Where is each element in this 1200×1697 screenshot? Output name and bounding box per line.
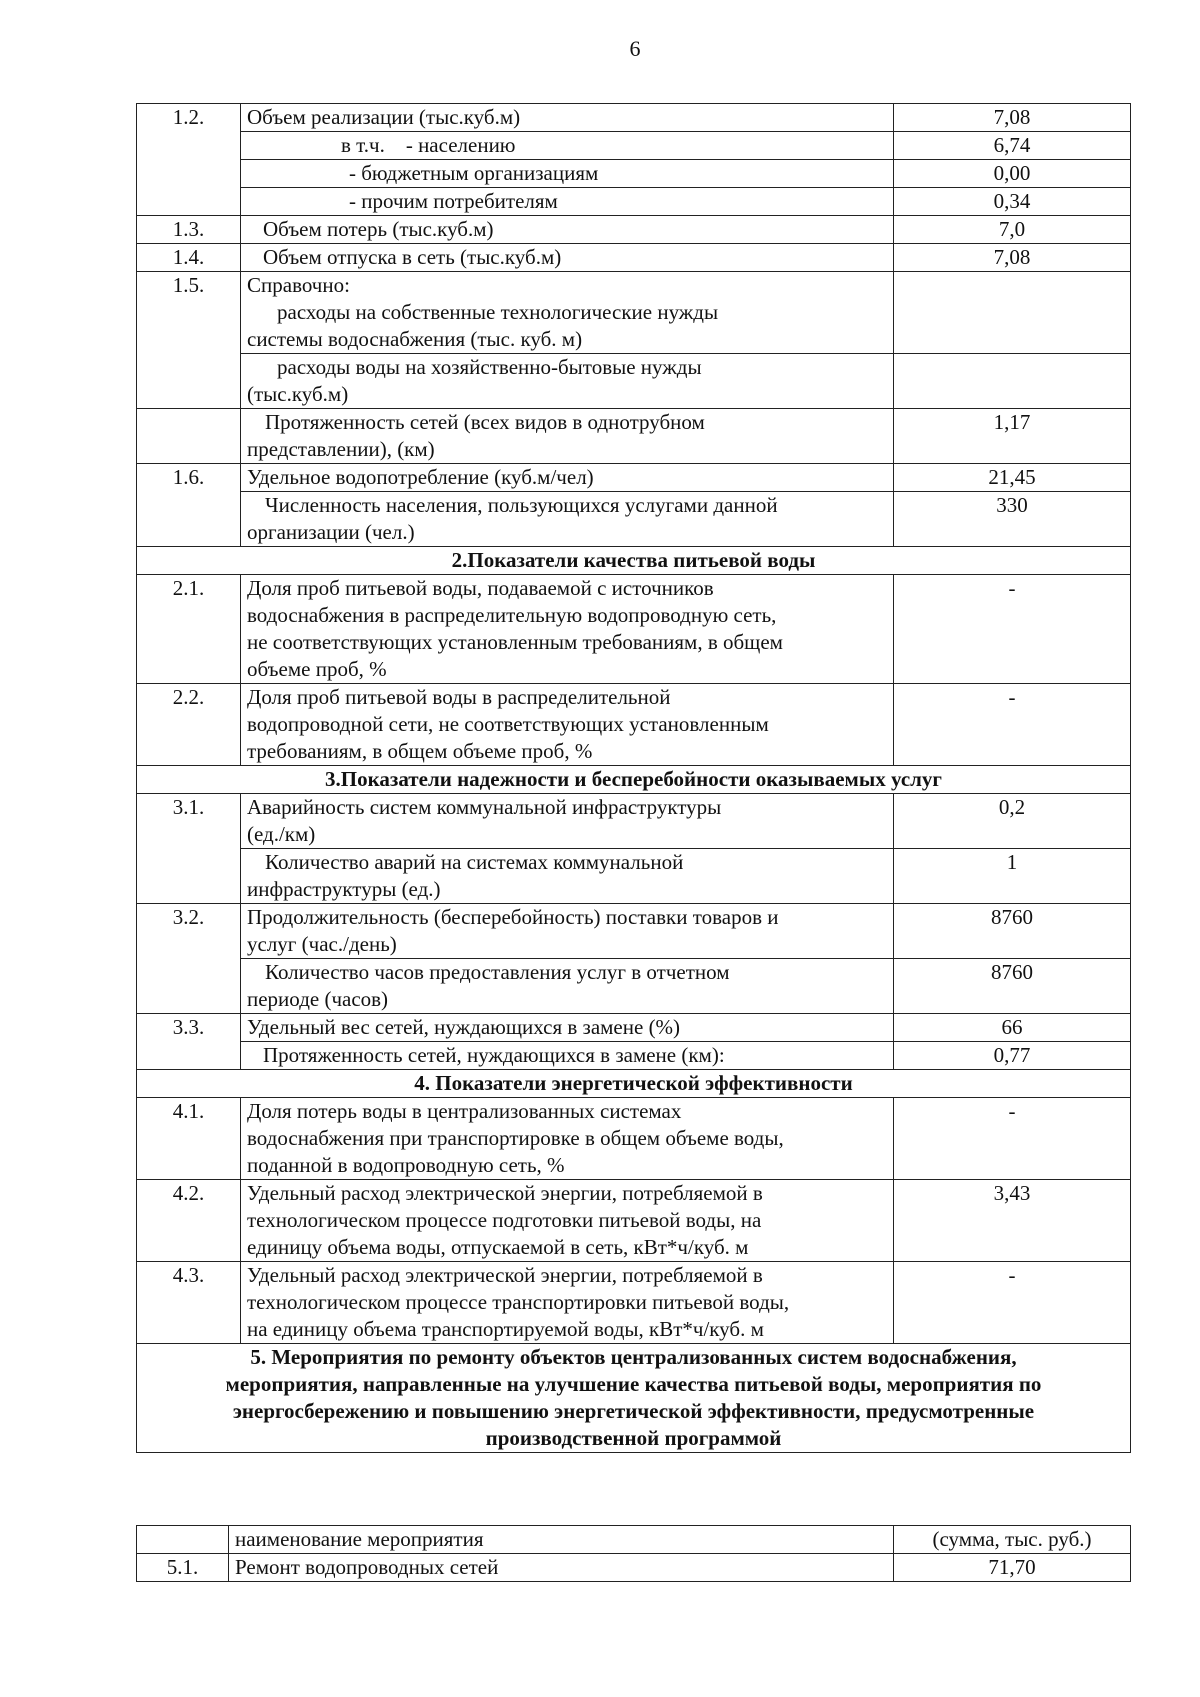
row-name-line: расходы воды на хозяйственно-бытовые нужды [277, 355, 702, 379]
row-name-line: Численность населения, пользующихся услугами данной [265, 493, 778, 517]
row-name: в т.ч. - населению [241, 132, 894, 160]
row-name-line: Аварийность систем коммунальной инфраструктуры [247, 795, 722, 819]
row-number: 2.2. [137, 684, 241, 766]
section-title: 2.Показатели качества питьевой воды [137, 547, 1131, 575]
row-name: Ремонт водопроводных сетей [229, 1554, 894, 1582]
row-number: 3.1. [137, 794, 241, 904]
indicators-table [136, 103, 1131, 1453]
row-value: 330 [894, 492, 1131, 547]
row-name-line: организации (чел.) [247, 520, 415, 544]
row-value: 1,17 [894, 409, 1131, 464]
row-value: 7,08 [894, 244, 1131, 272]
row-value: 0,34 [894, 188, 1131, 216]
section-title-line: мероприятия, направленные на улучшение качества питьевой воды, мероприятия по [225, 1372, 1042, 1396]
section-title-line: производственной программой [485, 1426, 782, 1450]
row-name-line: объеме проб, % [247, 657, 387, 681]
row-value: 8760 [894, 904, 1131, 959]
row-value: 0,2 [894, 794, 1131, 849]
row-name-line: Удельный расход электрической энергии, потребляемой в [247, 1263, 763, 1287]
row-name-line: Справочно: [247, 273, 350, 297]
table-header-row [137, 1526, 1131, 1554]
row-name-line: Удельный расход электрической энергии, потребляемой в [247, 1181, 763, 1205]
row-name-line: системы водоснабжения (тыс. куб. м) [247, 327, 583, 351]
row-name [241, 1262, 894, 1344]
table-row [137, 794, 1131, 849]
row-name-line: единицу объема воды, отпускаемой в сеть, кВт*ч/куб. м [247, 1235, 749, 1259]
row-name-line: Количество аварий на системах коммунальной [265, 850, 684, 874]
table-row [137, 492, 1131, 547]
section-title: 4. Показатели энергетической эффективности [137, 1070, 1131, 1098]
row-number: 4.2. [137, 1180, 241, 1262]
section-heading-row [137, 1070, 1131, 1098]
row-name-line: услуг (час./день) [247, 932, 397, 956]
row-name: Удельный вес сетей, нуждающихся в замене (%) [241, 1014, 894, 1042]
row-name-line: Доля потерь воды в централизованных системах [247, 1099, 682, 1123]
row-number: 4.1. [137, 1098, 241, 1180]
row-name: Объем отпуска в сеть (тыс.куб.м) [241, 244, 894, 272]
row-name [241, 409, 894, 464]
table-row [137, 684, 1131, 766]
row-value: 7,0 [894, 216, 1131, 244]
row-name-line: расходы на собственные технологические нужды [277, 300, 719, 324]
row-name [241, 959, 894, 1014]
row-value: - [894, 684, 1131, 766]
row-name-line: водоснабжения в распределительную водопроводную сеть, [247, 603, 777, 627]
row-name-line: требованиям, в общем объеме проб, % [247, 739, 593, 763]
row-name [241, 575, 894, 684]
section-title [137, 1344, 1131, 1453]
table-row [137, 904, 1131, 959]
row-name-line: инфраструктуры (ед.) [247, 877, 441, 901]
table-row [137, 1180, 1131, 1262]
row-name-line: периоде (часов) [247, 987, 389, 1011]
table-row [137, 216, 1131, 244]
row-name [241, 1180, 894, 1262]
table-row [137, 1262, 1131, 1344]
table-row [137, 160, 1131, 188]
row-name [241, 794, 894, 849]
row-value: - [894, 1262, 1131, 1344]
row-name-line: Продолжительность (бесперебойность) поставки товаров и [247, 905, 779, 929]
table-row [137, 1098, 1131, 1180]
row-name-line: поданной в водопроводную сеть, % [247, 1153, 565, 1177]
row-name-line: технологическом процессе подготовки питьевой воды, на [247, 1208, 762, 1232]
row-name [241, 849, 894, 904]
row-name-line: Доля проб питьевой воды, подаваемой с источников [247, 576, 714, 600]
table-row [137, 1554, 1131, 1582]
row-number: 1.2. [137, 104, 241, 216]
row-value: 66 [894, 1014, 1131, 1042]
row-number: 1.4. [137, 244, 241, 272]
row-name-line: Количество часов предоставления услуг в отчетном [265, 960, 730, 984]
table-row [137, 575, 1131, 684]
row-number [137, 409, 241, 464]
row-value: 3,43 [894, 1180, 1131, 1262]
row-name: Объем потерь (тыс.куб.м) [241, 216, 894, 244]
row-name [241, 904, 894, 959]
section-heading-row [137, 1344, 1131, 1453]
row-name-line: технологическом процессе транспортировки питьевой воды, [247, 1290, 790, 1314]
row-number: 1.3. [137, 216, 241, 244]
row-number: 1.6. [137, 464, 241, 547]
row-value: - [894, 575, 1131, 684]
row-name-line: (ед./км) [247, 822, 316, 846]
row-value: 8760 [894, 959, 1131, 1014]
table-row [137, 1014, 1131, 1042]
row-name-line: Протяженность сетей (всех видов в однотрубном [265, 410, 705, 434]
table-row [137, 244, 1131, 272]
header-number [137, 1526, 229, 1554]
row-name-line: водопроводной сети, не соответствующих установленным [247, 712, 769, 736]
row-value: 7,08 [894, 104, 1131, 132]
row-name-line: водоснабжения при транспортировке в общем объеме воды, [247, 1126, 784, 1150]
row-name: - прочим потребителям [241, 188, 894, 216]
table-row [137, 1042, 1131, 1070]
row-value [894, 272, 1131, 354]
row-name: Удельное водопотребление (куб.м/чел) [241, 464, 894, 492]
row-value: 71,70 [894, 1554, 1131, 1582]
row-value: - [894, 1098, 1131, 1180]
row-value [894, 354, 1131, 409]
table-row [137, 132, 1131, 160]
row-name: Протяженность сетей, нуждающихся в замене (км): [241, 1042, 894, 1070]
row-name: - бюджетным организациям [241, 160, 894, 188]
table-row [137, 409, 1131, 464]
section-title-line: 5. Мероприятия по ремонту объектов централизованных систем водоснабжения, [250, 1345, 1017, 1369]
section-heading-row [137, 766, 1131, 794]
row-value: 6,74 [894, 132, 1131, 160]
row-name-line: (тыс.куб.м) [247, 382, 349, 406]
row-name [241, 684, 894, 766]
row-name [241, 492, 894, 547]
table-row [137, 104, 1131, 132]
section-title-line: энергосбережению и повышению энергетической эффективности, предусмотренные [232, 1399, 1035, 1423]
row-value: 1 [894, 849, 1131, 904]
row-number: 3.2. [137, 904, 241, 1014]
row-value: 21,45 [894, 464, 1131, 492]
table-row [137, 272, 1131, 354]
row-number: 3.3. [137, 1014, 241, 1070]
row-value: 0,00 [894, 160, 1131, 188]
events-table [136, 1525, 1131, 1582]
header-name: наименование мероприятия [229, 1526, 894, 1554]
table-row [137, 188, 1131, 216]
row-name [241, 1098, 894, 1180]
page-number: 6 [629, 36, 641, 61]
row-name: Объем реализации (тыс.куб.м) [241, 104, 894, 132]
table-row [137, 354, 1131, 409]
row-name-line: Доля проб питьевой воды в распределительной [247, 685, 671, 709]
table-row [137, 464, 1131, 492]
row-name [241, 272, 894, 354]
row-number: 4.3. [137, 1262, 241, 1344]
header-value: (сумма, тыс. руб.) [894, 1526, 1131, 1554]
table-row [137, 959, 1131, 1014]
row-number: 1.5. [137, 272, 241, 409]
row-name [241, 354, 894, 409]
row-name-line: представлении), (км) [247, 437, 435, 461]
table-row [137, 849, 1131, 904]
row-number: 5.1. [137, 1554, 229, 1582]
row-name-line: не соответствующих установленным требованиям, в общем [247, 630, 783, 654]
row-value: 0,77 [894, 1042, 1131, 1070]
section-title: 3.Показатели надежности и бесперебойности оказываемых услуг [137, 766, 1131, 794]
row-number: 2.1. [137, 575, 241, 684]
row-name-line: на единицу объема транспортируемой воды, кВт*ч/куб. м [247, 1317, 764, 1341]
section-heading-row [137, 547, 1131, 575]
